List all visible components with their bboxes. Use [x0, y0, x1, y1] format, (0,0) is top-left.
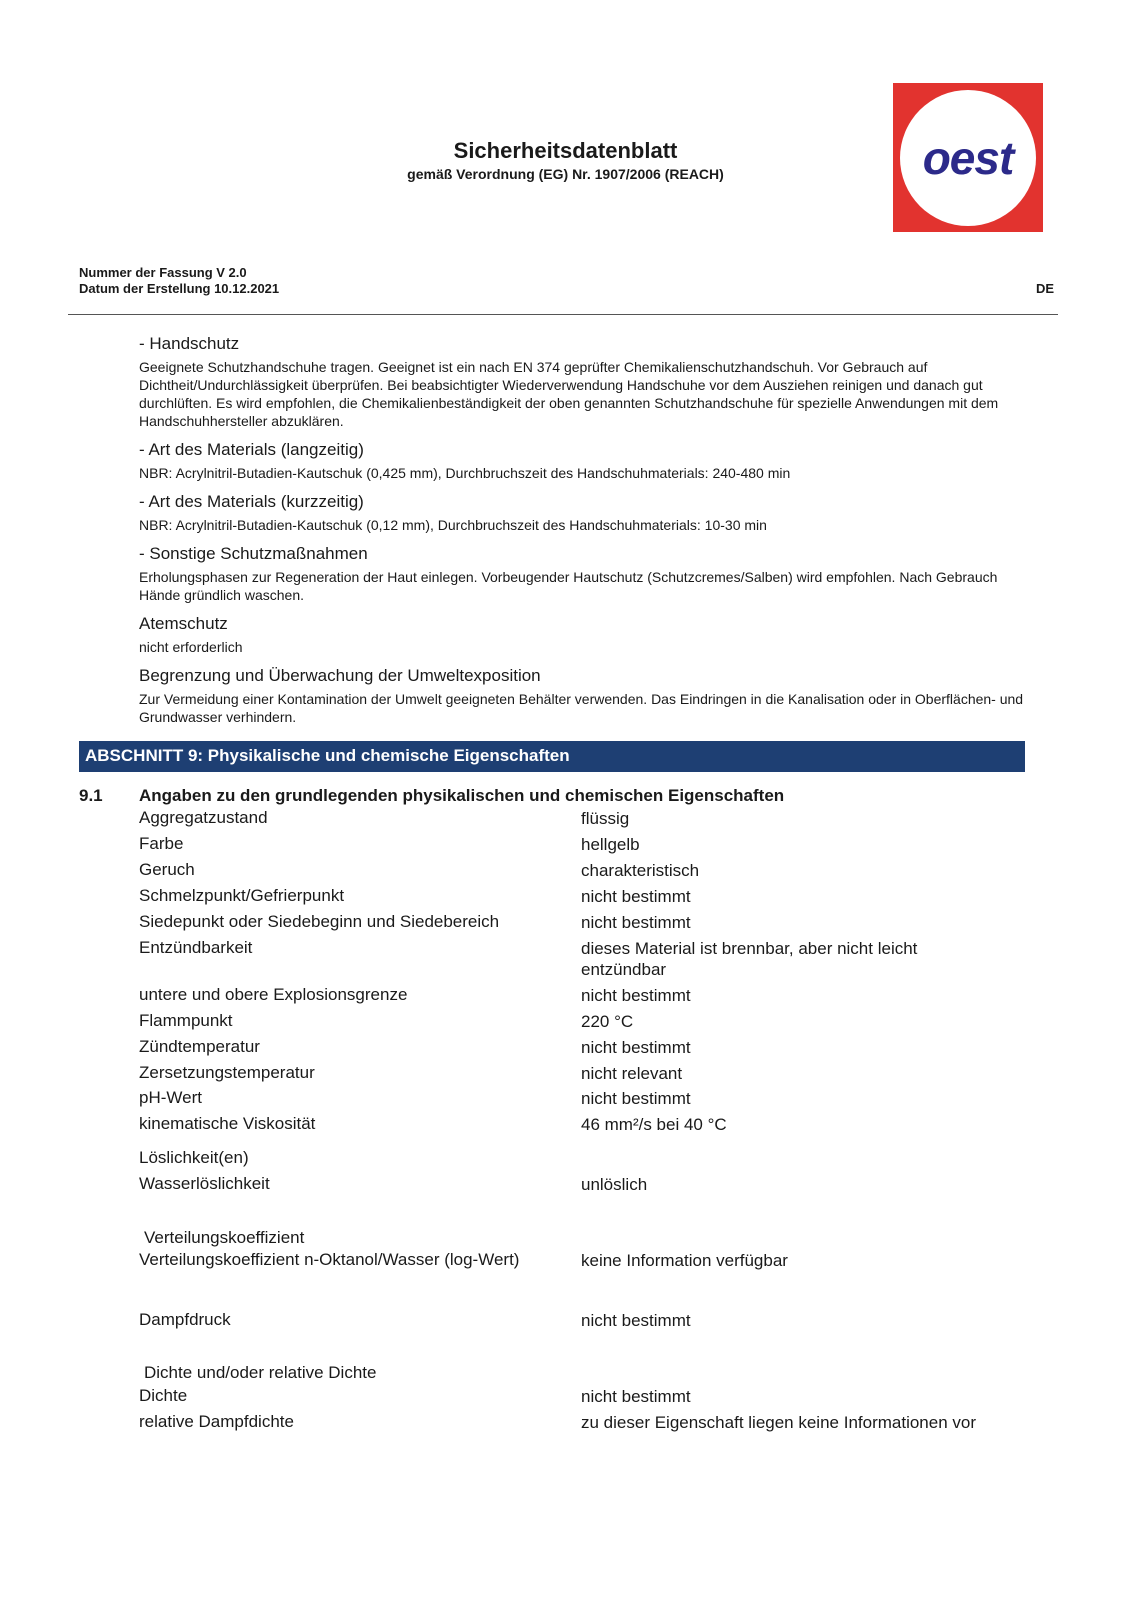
subsection-title: Angaben zu den grundlegenden physikalischen und chemischen Eigenschaften: [139, 786, 785, 805]
section-9-banner: [79, 741, 1025, 772]
property-label: Aggregatzustand: [139, 808, 268, 827]
property-label: untere und obere Explosionsgrenze: [139, 985, 408, 1004]
property-label: pH-Wert: [139, 1088, 202, 1107]
property-label: relative Dampfdichte: [139, 1412, 294, 1431]
material-short-heading: - Art des Materials (kurzzeitig): [139, 492, 364, 511]
material-short-text: NBR: Acrylnitril-Butadien-Kautschuk (0,12 mm), Durchbruchszeit des Handschuhmaterials: 10-30 min: [139, 517, 767, 533]
hand-protection-heading: - Handschutz: [139, 334, 240, 353]
property-value: keine Information verfügbar: [581, 1251, 788, 1270]
property-value: flüssig: [581, 809, 630, 828]
environment-text: Zur Vermeidung einer Kontamination der Umwelt geeigneten Behälter verwenden. Das Eindringen in die Kanalisation oder in Oberflächen- und Grundwasser verhindern.: [139, 691, 1024, 725]
property-label: Farbe: [139, 834, 184, 853]
environment-heading: Begrenzung und Überwachung der Umweltexposition: [139, 666, 541, 685]
version-number: Nummer der Fassung V 2.0: [79, 265, 247, 280]
property-value: nicht bestimmt: [581, 1089, 691, 1108]
property-label: Geruch: [139, 860, 195, 879]
other-measures-text: Erholungsphasen zur Regeneration der Haut einlegen. Vorbeugender Hautschutz (Schutzcremes/Salben) wird empfohlen. Nach Gebrauch Hände gründlich waschen.: [139, 569, 998, 603]
property-label: Schmelzpunkt/Gefrierpunkt: [139, 886, 345, 905]
property-label: Wasserlöslichkeit: [139, 1174, 270, 1193]
creation-date: Datum der Erstellung 10.12.2021: [79, 281, 280, 296]
property-value: dieses Material ist brennbar, aber nicht leicht entzündbar: [581, 939, 918, 979]
respiratory-text: nicht erforderlich: [139, 639, 243, 655]
section-9-banner-text: ABSCHNITT 9: Physikalische und chemische Eigenschaften: [85, 746, 570, 765]
property-label: Verteilungskoeffizient n-Oktanol/Wasser (log-Wert): [139, 1250, 520, 1269]
document-title: Sicherheitsdatenblatt: [453, 138, 678, 163]
property-value: hellgelb: [581, 835, 640, 854]
property-value: zu dieser Eigenschaft liegen keine Informationen vor: [581, 1413, 977, 1432]
language-code: DE: [1036, 281, 1055, 296]
property-label: Zersetzungstemperatur: [139, 1063, 315, 1082]
property-value: nicht bestimmt: [581, 1387, 691, 1406]
property-value: nicht bestimmt: [581, 1038, 691, 1057]
material-long-heading: - Art des Materials (langzeitig): [139, 440, 364, 459]
property-label: Zündtemperatur: [139, 1037, 260, 1056]
property-label: Entzündbarkeit: [139, 938, 253, 957]
property-value: 220 °C: [581, 1012, 634, 1031]
respiratory-heading: Atemschutz: [139, 614, 228, 633]
material-long-text: NBR: Acrylnitril-Butadien-Kautschuk (0,425 mm), Durchbruchszeit des Handschuhmaterials: 240-480 min: [139, 465, 791, 481]
document-subtitle: gemäß Verordnung (EG) Nr. 1907/2006 (REACH): [407, 166, 724, 182]
logo-wordmark: oest: [922, 132, 1014, 184]
property-value: 46 mm²/s bei 40 °C: [581, 1115, 727, 1134]
header-divider: [68, 314, 1058, 315]
partition-heading: Verteilungskoeffizient: [144, 1228, 305, 1247]
property-value: nicht bestimmt: [581, 1311, 691, 1330]
property-label: Flammpunkt: [139, 1011, 233, 1030]
density-heading: Dichte und/oder relative Dichte: [144, 1363, 377, 1382]
property-value: nicht bestimmt: [581, 986, 691, 1005]
property-value: nicht relevant: [581, 1064, 683, 1083]
property-value: nicht bestimmt: [581, 887, 691, 906]
property-value: unlöslich: [581, 1175, 648, 1194]
property-value: nicht bestimmt: [581, 913, 691, 932]
subsection-number: 9.1: [79, 786, 103, 805]
solubility-heading: Löslichkeit(en): [139, 1148, 249, 1167]
property-label: kinematische Viskosität: [139, 1114, 316, 1133]
hand-protection-text: Geeignete Schutzhandschuhe tragen. Geeignet ist ein nach EN 374 geprüfter Chemikalienschutzhandschuh. Vor Gebrauch auf Dichtheit/Undurchlässigkeit überprüfen. Bei beabsichtigter Wiederverwendung Handschuhe vor dem Ausziehen reinigen und danach gut durchlüften. Es wird empfohlen, die Chemikalienbeständigkeit der oben genannten Schutzhandschuhe für spezielle Anwendungen mit dem Handschuhhersteller abzuklären.: [139, 359, 999, 429]
other-measures-heading: - Sonstige Schutzmaßnahmen: [139, 544, 368, 563]
oest-logo: [893, 83, 1043, 232]
property-label: Dampfdruck: [139, 1310, 231, 1329]
property-label: Dichte: [139, 1386, 188, 1405]
property-value: charakteristisch: [581, 861, 700, 880]
property-label: Siedepunkt oder Siedebeginn und Siedebereich: [139, 912, 500, 931]
